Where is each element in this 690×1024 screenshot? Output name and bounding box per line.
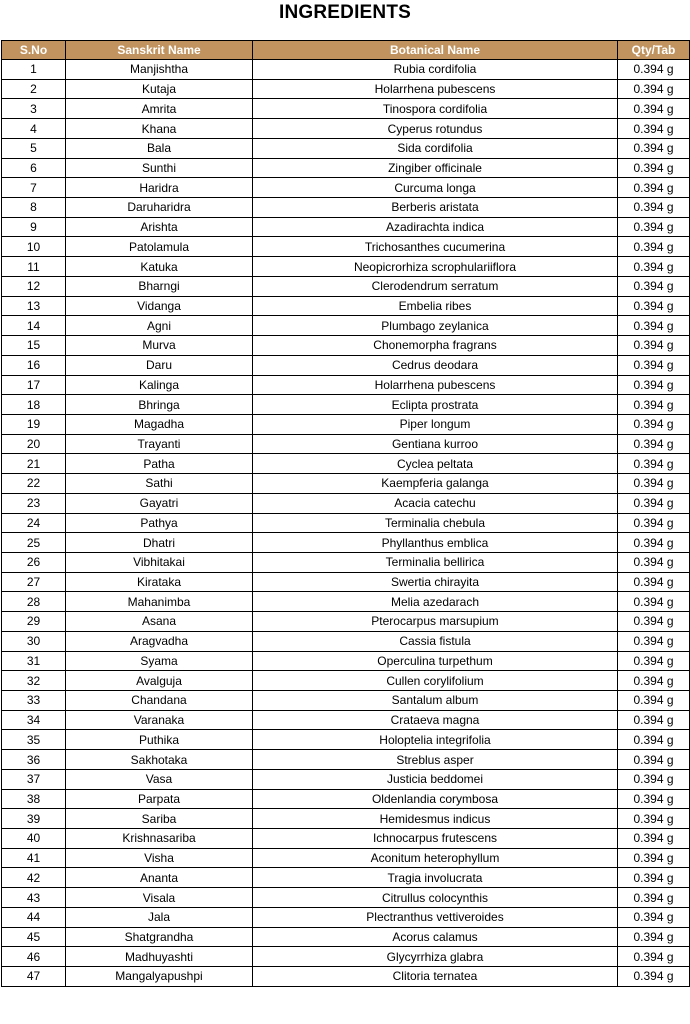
table-row bbox=[2, 967, 690, 987]
table-row bbox=[2, 572, 690, 592]
cell-sno: 41 bbox=[2, 848, 66, 868]
cell-sanskrit-name: Amrita bbox=[66, 99, 253, 119]
cell-botanical-name: Plectranthus vettiveroides bbox=[253, 907, 618, 927]
cell-qty: 0.394 g bbox=[618, 789, 690, 809]
cell-qty: 0.394 g bbox=[618, 237, 690, 257]
cell-qty: 0.394 g bbox=[618, 60, 690, 80]
cell-sno: 7 bbox=[2, 178, 66, 198]
cell-botanical-name: Piper longum bbox=[253, 414, 618, 434]
cell-botanical-name: Holarrhena pubescens bbox=[253, 375, 618, 395]
table-row bbox=[2, 60, 690, 80]
table-row bbox=[2, 612, 690, 632]
table-row bbox=[2, 375, 690, 395]
table-row bbox=[2, 99, 690, 119]
table-row bbox=[2, 789, 690, 809]
cell-sno: 11 bbox=[2, 257, 66, 277]
cell-qty: 0.394 g bbox=[618, 829, 690, 849]
table-row bbox=[2, 592, 690, 612]
cell-qty: 0.394 g bbox=[618, 572, 690, 592]
cell-sanskrit-name: Daruharidra bbox=[66, 198, 253, 218]
table-row bbox=[2, 454, 690, 474]
cell-sanskrit-name: Ananta bbox=[66, 868, 253, 888]
cell-botanical-name: Cedrus deodara bbox=[253, 355, 618, 375]
cell-sno: 29 bbox=[2, 612, 66, 632]
cell-sanskrit-name: Sathi bbox=[66, 474, 253, 494]
cell-sanskrit-name: Mangalyapushpi bbox=[66, 967, 253, 987]
cell-botanical-name: Azadirachta indica bbox=[253, 217, 618, 237]
cell-sanskrit-name: Puthika bbox=[66, 730, 253, 750]
table-row bbox=[2, 316, 690, 336]
cell-sanskrit-name: Kutaja bbox=[66, 79, 253, 99]
cell-qty: 0.394 g bbox=[618, 671, 690, 691]
cell-botanical-name: Embelia ribes bbox=[253, 296, 618, 316]
cell-sno: 8 bbox=[2, 198, 66, 218]
cell-botanical-name: Cullen corylifolium bbox=[253, 671, 618, 691]
cell-botanical-name: Clerodendrum serratum bbox=[253, 276, 618, 296]
cell-qty: 0.394 g bbox=[618, 947, 690, 967]
cell-qty: 0.394 g bbox=[618, 631, 690, 651]
table-row bbox=[2, 138, 690, 158]
cell-botanical-name: Santalum album bbox=[253, 691, 618, 711]
cell-sno: 3 bbox=[2, 99, 66, 119]
cell-qty: 0.394 g bbox=[618, 158, 690, 178]
ingredients-table bbox=[1, 40, 690, 987]
cell-sno: 16 bbox=[2, 355, 66, 375]
cell-qty: 0.394 g bbox=[618, 612, 690, 632]
cell-sno: 20 bbox=[2, 434, 66, 454]
cell-sanskrit-name: Kirataka bbox=[66, 572, 253, 592]
table-row bbox=[2, 414, 690, 434]
cell-qty: 0.394 g bbox=[618, 434, 690, 454]
cell-sanskrit-name: Varanaka bbox=[66, 710, 253, 730]
cell-qty: 0.394 g bbox=[618, 868, 690, 888]
cell-qty: 0.394 g bbox=[618, 848, 690, 868]
cell-sno: 34 bbox=[2, 710, 66, 730]
cell-qty: 0.394 g bbox=[618, 730, 690, 750]
cell-qty: 0.394 g bbox=[618, 533, 690, 553]
cell-qty: 0.394 g bbox=[618, 809, 690, 829]
cell-qty: 0.394 g bbox=[618, 474, 690, 494]
cell-sno: 24 bbox=[2, 513, 66, 533]
cell-sno: 12 bbox=[2, 276, 66, 296]
cell-sanskrit-name: Parpata bbox=[66, 789, 253, 809]
cell-sno: 36 bbox=[2, 750, 66, 770]
cell-sno: 21 bbox=[2, 454, 66, 474]
cell-botanical-name: Holoptelia integrifolia bbox=[253, 730, 618, 750]
cell-sno: 35 bbox=[2, 730, 66, 750]
table-row bbox=[2, 178, 690, 198]
cell-qty: 0.394 g bbox=[618, 316, 690, 336]
cell-qty: 0.394 g bbox=[618, 276, 690, 296]
table-row bbox=[2, 927, 690, 947]
cell-qty: 0.394 g bbox=[618, 138, 690, 158]
table-row bbox=[2, 907, 690, 927]
header-sno: S.No bbox=[2, 41, 66, 60]
table-row bbox=[2, 671, 690, 691]
cell-botanical-name: Gentiana kurroo bbox=[253, 434, 618, 454]
cell-sno: 10 bbox=[2, 237, 66, 257]
cell-botanical-name: Oldenlandia corymbosa bbox=[253, 789, 618, 809]
cell-botanical-name: Terminalia chebula bbox=[253, 513, 618, 533]
cell-sanskrit-name: Jala bbox=[66, 907, 253, 927]
cell-sno: 13 bbox=[2, 296, 66, 316]
cell-qty: 0.394 g bbox=[618, 750, 690, 770]
table-row bbox=[2, 79, 690, 99]
cell-botanical-name: Trichosanthes cucumerina bbox=[253, 237, 618, 257]
table-row bbox=[2, 395, 690, 415]
table-row bbox=[2, 198, 690, 218]
cell-sanskrit-name: Khana bbox=[66, 119, 253, 139]
cell-sno: 27 bbox=[2, 572, 66, 592]
cell-sno: 33 bbox=[2, 691, 66, 711]
cell-botanical-name: Holarrhena pubescens bbox=[253, 79, 618, 99]
cell-botanical-name: Terminalia bellirica bbox=[253, 552, 618, 572]
cell-botanical-name: Acacia catechu bbox=[253, 493, 618, 513]
cell-botanical-name: Eclipta prostrata bbox=[253, 395, 618, 415]
cell-sanskrit-name: Avalguja bbox=[66, 671, 253, 691]
cell-sno: 22 bbox=[2, 474, 66, 494]
cell-sanskrit-name: Daru bbox=[66, 355, 253, 375]
cell-botanical-name: Kaempferia galanga bbox=[253, 474, 618, 494]
cell-sno: 38 bbox=[2, 789, 66, 809]
cell-qty: 0.394 g bbox=[618, 769, 690, 789]
cell-sanskrit-name: Gayatri bbox=[66, 493, 253, 513]
cell-sanskrit-name: Agni bbox=[66, 316, 253, 336]
cell-botanical-name: Phyllanthus emblica bbox=[253, 533, 618, 553]
cell-sno: 46 bbox=[2, 947, 66, 967]
table-row bbox=[2, 691, 690, 711]
cell-botanical-name: Curcuma longa bbox=[253, 178, 618, 198]
cell-botanical-name: Melia azedarach bbox=[253, 592, 618, 612]
cell-sno: 28 bbox=[2, 592, 66, 612]
cell-qty: 0.394 g bbox=[618, 355, 690, 375]
cell-sanskrit-name: Visha bbox=[66, 848, 253, 868]
cell-botanical-name: Crataeva magna bbox=[253, 710, 618, 730]
cell-qty: 0.394 g bbox=[618, 888, 690, 908]
cell-qty: 0.394 g bbox=[618, 967, 690, 987]
table-row bbox=[2, 237, 690, 257]
cell-sno: 37 bbox=[2, 769, 66, 789]
cell-sanskrit-name: Magadha bbox=[66, 414, 253, 434]
header-sanskrit-name: Sanskrit Name bbox=[66, 41, 253, 60]
table-row bbox=[2, 355, 690, 375]
cell-botanical-name: Hemidesmus indicus bbox=[253, 809, 618, 829]
cell-botanical-name: Neopicrorhiza scrophulariiflora bbox=[253, 257, 618, 277]
cell-qty: 0.394 g bbox=[618, 907, 690, 927]
table-row bbox=[2, 651, 690, 671]
cell-sanskrit-name: Sariba bbox=[66, 809, 253, 829]
cell-botanical-name: Aconitum heterophyllum bbox=[253, 848, 618, 868]
cell-sno: 26 bbox=[2, 552, 66, 572]
table-row bbox=[2, 513, 690, 533]
cell-sanskrit-name: Kalinga bbox=[66, 375, 253, 395]
cell-sanskrit-name: Vidanga bbox=[66, 296, 253, 316]
cell-sno: 32 bbox=[2, 671, 66, 691]
cell-qty: 0.394 g bbox=[618, 296, 690, 316]
table-row bbox=[2, 829, 690, 849]
cell-botanical-name: Tragia involucrata bbox=[253, 868, 618, 888]
cell-sanskrit-name: Dhatri bbox=[66, 533, 253, 553]
cell-sno: 23 bbox=[2, 493, 66, 513]
cell-botanical-name: Citrullus colocynthis bbox=[253, 888, 618, 908]
cell-botanical-name: Berberis aristata bbox=[253, 198, 618, 218]
cell-qty: 0.394 g bbox=[618, 257, 690, 277]
cell-qty: 0.394 g bbox=[618, 414, 690, 434]
cell-sanskrit-name: Sakhotaka bbox=[66, 750, 253, 770]
cell-botanical-name: Streblus asper bbox=[253, 750, 618, 770]
cell-qty: 0.394 g bbox=[618, 691, 690, 711]
table-row bbox=[2, 296, 690, 316]
cell-sno: 14 bbox=[2, 316, 66, 336]
cell-sanskrit-name: Trayanti bbox=[66, 434, 253, 454]
cell-sanskrit-name: Pathya bbox=[66, 513, 253, 533]
cell-sanskrit-name: Aragvadha bbox=[66, 631, 253, 651]
cell-botanical-name: Clitoria ternatea bbox=[253, 967, 618, 987]
cell-sno: 5 bbox=[2, 138, 66, 158]
cell-sanskrit-name: Syama bbox=[66, 651, 253, 671]
cell-qty: 0.394 g bbox=[618, 395, 690, 415]
cell-qty: 0.394 g bbox=[618, 513, 690, 533]
cell-sanskrit-name: Murva bbox=[66, 336, 253, 356]
cell-botanical-name: Cassia fistula bbox=[253, 631, 618, 651]
cell-qty: 0.394 g bbox=[618, 493, 690, 513]
cell-sno: 25 bbox=[2, 533, 66, 553]
table-row bbox=[2, 730, 690, 750]
table-row bbox=[2, 493, 690, 513]
cell-botanical-name: Tinospora cordifolia bbox=[253, 99, 618, 119]
cell-qty: 0.394 g bbox=[618, 198, 690, 218]
table-row bbox=[2, 552, 690, 572]
cell-qty: 0.394 g bbox=[618, 592, 690, 612]
table-row bbox=[2, 474, 690, 494]
cell-sno: 19 bbox=[2, 414, 66, 434]
page-title: INGREDIENTS bbox=[278, 2, 412, 23]
cell-sno: 40 bbox=[2, 829, 66, 849]
cell-sno: 17 bbox=[2, 375, 66, 395]
table-row bbox=[2, 848, 690, 868]
cell-sno: 44 bbox=[2, 907, 66, 927]
cell-sanskrit-name: Madhuyashti bbox=[66, 947, 253, 967]
table-row bbox=[2, 257, 690, 277]
cell-botanical-name: Acorus calamus bbox=[253, 927, 618, 947]
cell-sanskrit-name: Manjishtha bbox=[66, 60, 253, 80]
table-row bbox=[2, 158, 690, 178]
header-qty-per-tab: Qty/Tab bbox=[618, 41, 690, 60]
cell-qty: 0.394 g bbox=[618, 119, 690, 139]
cell-sno: 43 bbox=[2, 888, 66, 908]
cell-sno: 1 bbox=[2, 60, 66, 80]
cell-botanical-name: Plumbago zeylanica bbox=[253, 316, 618, 336]
table-row bbox=[2, 947, 690, 967]
cell-qty: 0.394 g bbox=[618, 79, 690, 99]
cell-botanical-name: Cyclea peltata bbox=[253, 454, 618, 474]
table-row bbox=[2, 336, 690, 356]
cell-sanskrit-name: Bharngi bbox=[66, 276, 253, 296]
cell-botanical-name: Rubia cordifolia bbox=[253, 60, 618, 80]
table-row bbox=[2, 631, 690, 651]
cell-sanskrit-name: Bhringa bbox=[66, 395, 253, 415]
cell-sanskrit-name: Asana bbox=[66, 612, 253, 632]
cell-sanskrit-name: Haridra bbox=[66, 178, 253, 198]
table-row bbox=[2, 710, 690, 730]
cell-sno: 45 bbox=[2, 927, 66, 947]
cell-botanical-name: Chonemorpha fragrans bbox=[253, 336, 618, 356]
cell-sanskrit-name: Vibhitakai bbox=[66, 552, 253, 572]
cell-botanical-name: Ichnocarpus frutescens bbox=[253, 829, 618, 849]
table-row bbox=[2, 750, 690, 770]
cell-botanical-name: Operculina turpethum bbox=[253, 651, 618, 671]
table-row bbox=[2, 769, 690, 789]
cell-sanskrit-name: Katuka bbox=[66, 257, 253, 277]
table-row bbox=[2, 119, 690, 139]
cell-botanical-name: Justicia beddomei bbox=[253, 769, 618, 789]
cell-botanical-name: Swertia chirayita bbox=[253, 572, 618, 592]
table-row bbox=[2, 434, 690, 454]
cell-sanskrit-name: Chandana bbox=[66, 691, 253, 711]
cell-sanskrit-name: Sunthi bbox=[66, 158, 253, 178]
cell-sno: 15 bbox=[2, 336, 66, 356]
table-row bbox=[2, 868, 690, 888]
cell-botanical-name: Pterocarpus marsupium bbox=[253, 612, 618, 632]
cell-sanskrit-name: Bala bbox=[66, 138, 253, 158]
header-row bbox=[2, 41, 690, 60]
table-row bbox=[2, 217, 690, 237]
cell-sanskrit-name: Arishta bbox=[66, 217, 253, 237]
cell-sno: 18 bbox=[2, 395, 66, 415]
cell-qty: 0.394 g bbox=[618, 217, 690, 237]
cell-sanskrit-name: Krishnasariba bbox=[66, 829, 253, 849]
cell-sno: 31 bbox=[2, 651, 66, 671]
table-body bbox=[2, 60, 690, 987]
cell-sno: 42 bbox=[2, 868, 66, 888]
cell-qty: 0.394 g bbox=[618, 336, 690, 356]
cell-botanical-name: Cyperus rotundus bbox=[253, 119, 618, 139]
cell-qty: 0.394 g bbox=[618, 178, 690, 198]
cell-sno: 4 bbox=[2, 119, 66, 139]
table-row bbox=[2, 888, 690, 908]
cell-sno: 9 bbox=[2, 217, 66, 237]
cell-sanskrit-name: Visala bbox=[66, 888, 253, 908]
cell-qty: 0.394 g bbox=[618, 651, 690, 671]
cell-qty: 0.394 g bbox=[618, 710, 690, 730]
cell-qty: 0.394 g bbox=[618, 454, 690, 474]
table-row bbox=[2, 809, 690, 829]
cell-qty: 0.394 g bbox=[618, 375, 690, 395]
cell-sanskrit-name: Mahanimba bbox=[66, 592, 253, 612]
cell-qty: 0.394 g bbox=[618, 927, 690, 947]
cell-sanskrit-name: Vasa bbox=[66, 769, 253, 789]
cell-sno: 6 bbox=[2, 158, 66, 178]
table-header bbox=[2, 41, 690, 60]
cell-sno: 39 bbox=[2, 809, 66, 829]
table-row bbox=[2, 533, 690, 553]
cell-botanical-name: Sida cordifolia bbox=[253, 138, 618, 158]
cell-sno: 2 bbox=[2, 79, 66, 99]
cell-sanskrit-name: Shatgrandha bbox=[66, 927, 253, 947]
cell-sno: 47 bbox=[2, 967, 66, 987]
cell-qty: 0.394 g bbox=[618, 552, 690, 572]
table-row bbox=[2, 276, 690, 296]
header-botanical-name: Botanical Name bbox=[253, 41, 618, 60]
cell-botanical-name: Zingiber officinale bbox=[253, 158, 618, 178]
cell-sanskrit-name: Patolamula bbox=[66, 237, 253, 257]
cell-botanical-name: Glycyrrhiza glabra bbox=[253, 947, 618, 967]
cell-qty: 0.394 g bbox=[618, 99, 690, 119]
cell-sno: 30 bbox=[2, 631, 66, 651]
cell-sanskrit-name: Patha bbox=[66, 454, 253, 474]
